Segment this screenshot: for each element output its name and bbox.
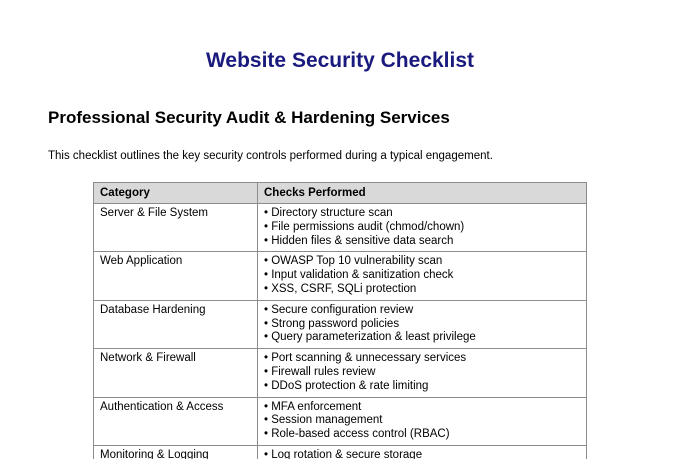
- checks-cell: [258, 300, 587, 348]
- check-item: • Firewall rules review: [264, 365, 376, 378]
- check-item: • Port scanning & unnecessary services: [264, 352, 467, 365]
- checks-cell: [258, 397, 587, 445]
- category-cell: Web Application: [94, 252, 258, 300]
- check-item: • Directory structure scan: [264, 207, 393, 219]
- check-item: • Session management: [264, 414, 383, 427]
- category-cell: Database Hardening: [94, 300, 258, 348]
- check-item: • Query parameterization & least privilege: [264, 331, 476, 344]
- checks-cell: [258, 445, 587, 459]
- check-item: • File permissions audit (chmod/chown): [264, 220, 465, 233]
- table-row: [94, 204, 587, 252]
- table-row: [94, 349, 587, 397]
- category-cell: Monitoring & Logging: [94, 445, 258, 459]
- check-item: • MFA enforcement: [264, 400, 362, 413]
- intro-paragraph: This checklist outlines the key security controls performed during a typical engagement.: [48, 150, 493, 162]
- column-header-category: Category: [94, 183, 258, 204]
- checks-cell: [258, 204, 587, 252]
- document-title: Website Security Checklist: [205, 49, 475, 72]
- check-item: • XSS, CSRF, SQLi protection: [264, 282, 417, 295]
- table-row: [94, 445, 587, 459]
- category-cell: Authentication & Access: [94, 397, 258, 445]
- table-row: [94, 397, 587, 445]
- category-cell: Server & File System: [94, 204, 258, 252]
- section-heading: Professional Security Audit & Hardening Services: [48, 108, 450, 127]
- table-row: [94, 300, 587, 348]
- check-item: • Log rotation & secure storage: [264, 448, 423, 459]
- category-cell: Network & Firewall: [94, 349, 258, 397]
- column-header-checks: Checks Performed: [258, 183, 587, 204]
- table-row: [94, 252, 587, 300]
- check-item: • DDoS protection & rate limiting: [264, 379, 429, 392]
- table-header-row: [94, 183, 587, 204]
- checks-cell: [258, 349, 587, 397]
- check-item: • Input validation & sanitization check: [264, 269, 454, 282]
- check-item: • Strong password policies: [264, 317, 400, 330]
- check-item: • Role-based access control (RBAC): [264, 428, 450, 441]
- check-item: • OWASP Top 10 vulnerability scan: [264, 255, 443, 268]
- check-item: • Secure configuration review: [264, 303, 414, 316]
- checks-cell: [258, 252, 587, 300]
- security-checklist-table: [93, 182, 587, 459]
- check-item: • Hidden files & sensitive data search: [264, 234, 454, 247]
